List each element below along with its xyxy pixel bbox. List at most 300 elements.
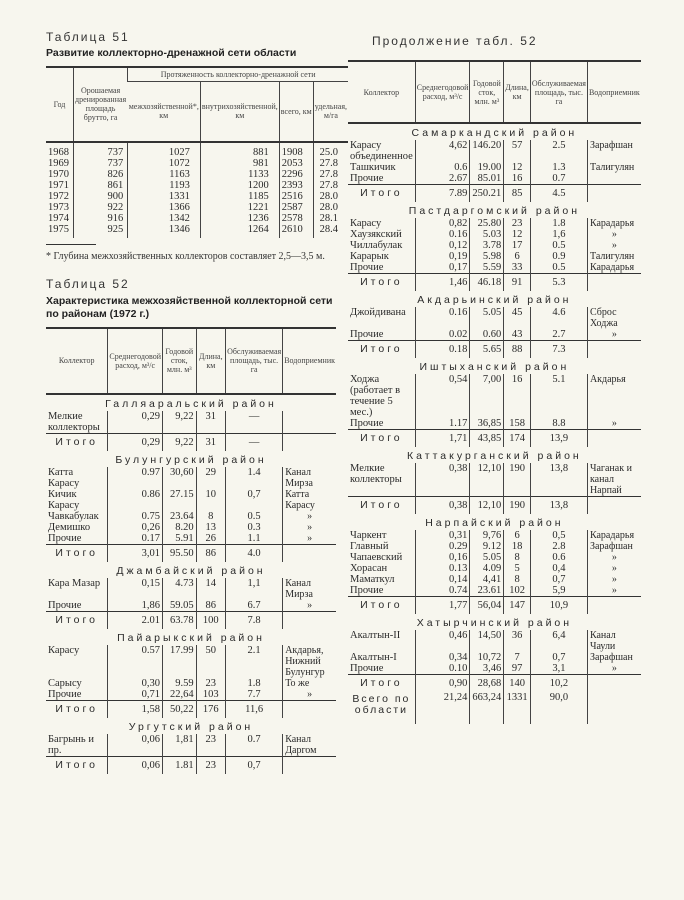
collector-cell-w: »: [587, 663, 640, 675]
t51-cell-intra: 1133: [200, 169, 279, 180]
total-cell-a: 5.3: [530, 274, 587, 292]
collector-cell-l: 57: [504, 140, 531, 162]
collector-cell-l: 8: [504, 552, 531, 563]
collector-cell-l: 16: [504, 374, 531, 418]
t51-cell-specific: 27.8: [313, 158, 348, 169]
total-cell-f: 0,90: [415, 675, 470, 693]
t51-cell-specific: 27.8: [313, 180, 348, 191]
district-heading-row: [348, 447, 641, 463]
district-total-row: [46, 756, 336, 774]
collector-cell-r: 9,22: [162, 411, 196, 434]
collector-cell-r: 9,76: [470, 530, 504, 541]
district-name: Пастдаргомский район: [408, 205, 580, 217]
t51-header-intra: внутрихозяйственной, км: [200, 82, 279, 142]
collector-cell-r: 146.20: [470, 140, 504, 162]
collector-cell-a: 3,1: [530, 663, 587, 675]
collector-row: [348, 541, 641, 552]
collector-cell-a: 6,4: [530, 630, 587, 652]
t51-cell-intra: 881: [200, 142, 279, 158]
collector-cell-a: 2.1: [226, 645, 283, 678]
total-cell-a: 7.3: [530, 341, 587, 359]
collector-cell-l: 12: [504, 229, 531, 240]
collector-cell-c: Главный: [350, 541, 389, 552]
collector-row: [348, 563, 641, 574]
collector-cell-l: 190: [504, 463, 531, 497]
collector-cell-f: 0,71: [108, 689, 163, 701]
district-heading-row: [46, 394, 336, 411]
collector-cell-r: 22,64: [162, 689, 196, 701]
total-cell-l: 91: [504, 274, 531, 292]
total-cell-f: 1,46: [415, 274, 470, 292]
collector-cell-l: 43: [504, 329, 531, 341]
collector-cell-w: »: [283, 533, 336, 545]
total-cell-l: 147: [504, 597, 531, 615]
t52r-header-receiver: Водоприемник: [587, 61, 640, 123]
collector-cell-w: »: [587, 229, 640, 240]
t52r-header-area: Обслуживаемая площадь, тыс. га: [530, 61, 587, 123]
collector-cell-w: Карадарья: [587, 218, 640, 229]
collector-cell-l: 23: [196, 678, 225, 689]
collector-cell-a: 8.8: [530, 418, 587, 430]
collector-cell-c: Карарык: [350, 251, 389, 262]
collector-cell-r: 9.12: [470, 541, 504, 552]
t52r-header-length: Длина, км: [504, 61, 531, 123]
collector-cell-r: 25.80: [470, 218, 504, 229]
t51-cell-area: 922: [74, 202, 128, 213]
grand-total-row: [348, 692, 641, 724]
collector-cell-l: 23: [196, 734, 225, 757]
total-cell-receiver: [587, 274, 640, 292]
district-name: Каттакурганский район: [407, 450, 582, 462]
total-cell-l: 140: [504, 675, 531, 693]
collector-row: [348, 229, 641, 240]
collector-cell-l: 18: [504, 541, 531, 552]
collector-cell-c: Прочие: [48, 688, 82, 700]
collector-row: [46, 689, 336, 701]
t51-row: [46, 191, 348, 202]
collector-cell-c: Чаркент: [350, 530, 387, 541]
collector-cell-a: 5,9: [530, 585, 587, 597]
collector-cell-c: Прочие: [48, 599, 82, 611]
collector-cell-c: Прочие: [350, 585, 384, 596]
collector-row: [46, 533, 336, 545]
collector-cell-r: 1,81: [162, 734, 196, 757]
collector-cell-a: 0.7: [530, 173, 587, 185]
collector-row: [348, 585, 641, 597]
total-cell-receiver: [283, 611, 336, 629]
total-cell-f: 1,58: [108, 700, 163, 718]
collector-cell-a: 0.5: [226, 511, 283, 522]
collector-cell-f: 0.57: [108, 645, 163, 678]
collector-cell-w: Акдарья, Нижний Булунгур: [283, 645, 336, 678]
total-cell-r: 50,22: [162, 700, 196, 718]
collector-cell-f: 0.29: [415, 541, 470, 552]
total-cell-l: 100: [196, 611, 225, 629]
district-heading-row: [348, 202, 641, 218]
total-cell-receiver: [283, 700, 336, 718]
collector-row: [46, 645, 336, 678]
collector-row: [348, 251, 641, 262]
collector-row: [348, 418, 641, 430]
collector-cell-r: 3,46: [470, 663, 504, 675]
collector-cell-f: 0,15: [108, 578, 163, 600]
t51-cell-area: 925: [74, 224, 128, 238]
collector-cell-w: »: [587, 585, 640, 597]
collector-cell-f: 0.75: [108, 511, 163, 522]
collector-cell-l: 158: [504, 418, 531, 430]
collector-cell-a: 1.1: [226, 533, 283, 545]
collector-cell-w: Зарафшан: [587, 652, 640, 663]
collector-row: [348, 530, 641, 541]
collector-cell-c: Катта Карасу: [48, 466, 80, 489]
collector-cell-c: Джойдивана: [350, 307, 406, 318]
t52-left-body: [46, 394, 336, 774]
t51-cell-intra: 1236: [200, 213, 279, 224]
t52-header-flow: Среднегодовой расход, м³/с: [108, 328, 163, 394]
collector-cell-w: »: [587, 240, 640, 251]
t51-cell-total: 2610: [279, 224, 313, 238]
collector-cell-w: »: [283, 522, 336, 533]
total-cell-a: 10,9: [530, 597, 587, 615]
total-cell-receiver: [587, 675, 640, 693]
right-column: [348, 0, 640, 724]
collector-cell-a: 1.4: [226, 467, 283, 489]
collector-cell-c: Акалтын-II: [350, 630, 401, 641]
collector-cell-r: 59.05: [162, 600, 196, 612]
total-cell-a: 11,6: [226, 700, 283, 718]
t52-header-collector: Коллектор: [46, 328, 108, 394]
table51-caption: Таблица 51: [46, 30, 130, 44]
collector-cell-a: 1,1: [226, 578, 283, 600]
collector-row: [348, 173, 641, 185]
t51-cell-intra: 1185: [200, 191, 279, 202]
t51-cell-area: 900: [74, 191, 128, 202]
collector-cell-w: Талигулян: [587, 162, 640, 173]
collector-cell-l: 10: [196, 489, 225, 511]
collector-cell-l: 14: [196, 578, 225, 600]
total-cell-l: 86: [196, 544, 225, 562]
collector-cell-a: 0.5: [530, 262, 587, 274]
t51-cell-total: 2587: [279, 202, 313, 213]
collector-cell-w: »: [587, 552, 640, 563]
collector-cell-f: 0.16: [415, 307, 470, 329]
total-cell-a: 4.0: [226, 544, 283, 562]
collector-row: [348, 218, 641, 229]
collector-cell-a: 2.5: [530, 140, 587, 162]
collector-cell-c: Прочие: [350, 262, 384, 273]
collector-cell-c: Мелкие коллекторы: [48, 410, 100, 433]
t51-row: [46, 224, 348, 238]
district-heading-row: [348, 514, 641, 530]
t51-cell-area: 737: [74, 142, 128, 158]
total-cell-a: 7.8: [226, 611, 283, 629]
t52r-header-runoff: Годовой сток, млн. м³: [470, 61, 504, 123]
total-cell-receiver: [283, 433, 336, 451]
district-name: Нарпайский район: [425, 517, 564, 529]
collector-cell-c: Мелкие коллекторы: [350, 463, 402, 485]
collector-cell-r: 17.99: [162, 645, 196, 678]
collector-cell-l: 50: [196, 645, 225, 678]
total-cell-f: 0,29: [108, 433, 163, 451]
grand-total-receiver: [587, 692, 640, 724]
grand-total-cell-f: 21,24: [415, 692, 470, 724]
collector-cell-w: Канал Мирза: [283, 467, 336, 489]
district-total-row: [348, 497, 641, 515]
collector-cell-c: Ходжа (работает в течение 5 мес.): [350, 374, 401, 418]
t51-cell-specific: 28.1: [313, 213, 348, 224]
t51-cell-year: 1972: [48, 190, 69, 202]
collector-cell-a: 7.7: [226, 689, 283, 701]
district-heading-row: [348, 291, 641, 307]
t51-cell-inter: 1163: [128, 169, 201, 180]
total-cell-receiver: [587, 597, 640, 615]
t51-header-inter: межхозяйственной*, км: [128, 82, 201, 142]
collector-cell-f: 0.16: [415, 229, 470, 240]
t51-cell-total: 1908: [279, 142, 313, 158]
collector-cell-f: 0.13: [415, 563, 470, 574]
collector-cell-a: 13,8: [530, 463, 587, 497]
total-cell-a: 13,8: [530, 497, 587, 515]
table52-continuation-caption: Продолжение табл. 52: [372, 34, 538, 48]
collector-row: [348, 140, 641, 162]
collector-cell-c: Демишко: [48, 521, 91, 533]
collector-row: [348, 574, 641, 585]
collector-cell-l: 102: [504, 585, 531, 597]
t51-header-specific: удельная, м/га: [313, 82, 348, 142]
collector-cell-f: 0.10: [415, 663, 470, 675]
total-cell-l: 174: [504, 430, 531, 448]
left-column: [46, 0, 348, 774]
total-cell-l: 23: [196, 756, 225, 774]
district-total-row: [46, 544, 336, 562]
collector-cell-a: 4.6: [530, 307, 587, 329]
collector-cell-c: Хорасан: [350, 563, 388, 574]
t52-header-runoff: Годовой сток, млн. м³: [162, 328, 196, 394]
collector-row: [348, 307, 641, 329]
total-cell-l: 85: [504, 185, 531, 203]
collector-row: [348, 262, 641, 274]
collector-cell-f: 4,62: [415, 140, 470, 162]
table52-title: Характеристика межхозяйственной коллекторной сети по районам (1972 г.): [46, 294, 333, 320]
collector-cell-l: 6: [504, 251, 531, 262]
district-total-row: [46, 700, 336, 718]
collector-cell-r: 4,41: [470, 574, 504, 585]
collector-cell-l: 13: [196, 522, 225, 533]
t51-cell-year: 1974: [48, 212, 69, 224]
collector-cell-l: 17: [504, 240, 531, 251]
collector-cell-w: Талигулян: [587, 251, 640, 262]
t51-cell-total: 2393: [279, 180, 313, 191]
district-total-row: [46, 611, 336, 629]
t51-cell-total: 2578: [279, 213, 313, 224]
collector-cell-l: 33: [504, 262, 531, 274]
collector-cell-a: 1,6: [530, 229, 587, 240]
t51-cell-specific: 27.8: [313, 169, 348, 180]
collector-cell-r: 4.73: [162, 578, 196, 600]
collector-row: [348, 652, 641, 663]
t51-cell-year: 1973: [48, 201, 69, 213]
t51-cell-intra: 981: [200, 158, 279, 169]
collector-cell-c: Карасу объединенное: [350, 140, 413, 162]
collector-cell-c: Маматкул: [350, 574, 395, 585]
collector-cell-r: 7,00: [470, 374, 504, 418]
district-name: Галляаральский район: [105, 397, 277, 410]
district-name: Акдарьинский район: [417, 294, 572, 306]
collector-row: [46, 522, 336, 533]
t51-row: [46, 169, 348, 180]
collector-cell-a: 5.1: [530, 374, 587, 418]
collector-cell-a: 0.5: [530, 240, 587, 251]
collector-cell-w: »: [283, 600, 336, 612]
collector-cell-c: Прочие: [350, 663, 384, 674]
total-cell-a: 0,7: [226, 756, 283, 774]
t51-cell-total: 2296: [279, 169, 313, 180]
total-cell-l: 176: [196, 700, 225, 718]
district-name: Пайарыкский район: [117, 631, 265, 644]
t51-cell-specific: 25.0: [313, 142, 348, 158]
district-total-row: [348, 185, 641, 203]
collector-cell-r: 27.15: [162, 489, 196, 511]
district-total-row: [348, 675, 641, 693]
collector-cell-f: 0.02: [415, 329, 470, 341]
collector-cell-c: Чиллабулак: [350, 240, 403, 251]
total-cell-f: 1,77: [415, 597, 470, 615]
collector-cell-r: 12,10: [470, 463, 504, 497]
total-label: Итого: [46, 700, 108, 718]
district-heading-row: [348, 123, 641, 140]
t52-header-length: Длина, км: [196, 328, 225, 394]
collector-cell-l: 8: [504, 574, 531, 585]
collector-row: [46, 467, 336, 489]
collector-cell-f: 0,06: [108, 734, 163, 757]
collector-cell-r: 14,50: [470, 630, 504, 652]
total-label: Итого: [348, 597, 415, 615]
district-name: Хатырчинский район: [416, 617, 573, 629]
collector-cell-f: 0.74: [415, 585, 470, 597]
total-cell-r: 1.81: [162, 756, 196, 774]
total-label: Итого: [46, 611, 108, 629]
collector-row: [46, 678, 336, 689]
collector-cell-a: —: [226, 411, 283, 434]
collector-row: [348, 463, 641, 497]
collector-cell-l: 6: [504, 530, 531, 541]
collector-cell-c: Кара Мазар: [48, 577, 101, 589]
t51-row: [46, 142, 348, 158]
collector-cell-a: 0.6: [530, 552, 587, 563]
collector-cell-f: 0,38: [415, 463, 470, 497]
collector-cell-f: 0,26: [108, 522, 163, 533]
collector-cell-f: 0,31: [415, 530, 470, 541]
collector-cell-a: 0,7: [530, 574, 587, 585]
district-name: Самаркандский район: [411, 127, 578, 139]
t51-cell-intra: 1221: [200, 202, 279, 213]
collector-row: [348, 329, 641, 341]
collector-row: [348, 630, 641, 652]
table51-title: Развитие коллекторно-дренажной сети области: [46, 47, 297, 59]
total-cell-l: 31: [196, 433, 225, 451]
t51-cell-year: 1968: [48, 146, 69, 158]
t51-cell-area: 861: [74, 180, 128, 191]
collector-cell-r: 30,60: [162, 467, 196, 489]
collector-row: [46, 511, 336, 522]
t52-header-receiver: Водоприемник: [283, 328, 336, 394]
t51-body: [46, 142, 348, 238]
collector-cell-r: 10,72: [470, 652, 504, 663]
grand-total-cell-r: 663,24: [470, 692, 504, 724]
t51-cell-specific: 28.0: [313, 191, 348, 202]
collector-cell-c: Прочие: [48, 532, 82, 544]
t51-cell-year: 1971: [48, 179, 69, 191]
collector-cell-f: 0,12: [415, 240, 470, 251]
collector-cell-a: 0,4: [530, 563, 587, 574]
t51-row: [46, 213, 348, 224]
collector-cell-f: 0.6: [415, 162, 470, 173]
collector-cell-a: 0.3: [226, 522, 283, 533]
collector-cell-a: 1.8: [226, 678, 283, 689]
collector-cell-w: »: [283, 511, 336, 522]
district-heading-row: [46, 562, 336, 578]
total-label: Итого: [348, 341, 415, 359]
t51-row: [46, 158, 348, 169]
t51-cell-intra: 1264: [200, 224, 279, 238]
collector-cell-c: Прочие: [350, 329, 384, 340]
collector-cell-a: 0.7: [226, 734, 283, 757]
total-cell-r: 56,04: [470, 597, 504, 615]
collector-cell-l: 31: [196, 411, 225, 434]
collector-cell-l: 26: [196, 533, 225, 545]
collector-cell-c: Ташкичик: [350, 162, 396, 173]
t51-header-total: всего, км: [279, 82, 313, 142]
total-cell-f: 0,06: [108, 756, 163, 774]
district-heading-row: [348, 614, 641, 630]
total-cell-r: 28,68: [470, 675, 504, 693]
total-cell-f: 3,01: [108, 544, 163, 562]
collector-cell-c: Сарысу: [48, 677, 82, 689]
t51-cell-year: 1969: [48, 157, 69, 169]
collector-cell-f: 0,82: [415, 218, 470, 229]
collector-cell-w: Акдарья: [587, 374, 640, 418]
collector-cell-l: 16: [504, 173, 531, 185]
total-cell-r: 250.21: [470, 185, 504, 203]
t51-row: [46, 202, 348, 213]
collector-cell-r: 23.64: [162, 511, 196, 522]
total-cell-a: 4.5: [530, 185, 587, 203]
collector-cell-r: 5.03: [470, 229, 504, 240]
collector-cell-r: 85.01: [470, 173, 504, 185]
collector-cell-w: Карадарья: [587, 262, 640, 274]
collector-cell-a: 2.8: [530, 541, 587, 552]
total-cell-f: 0.18: [415, 341, 470, 359]
total-cell-r: 12,10: [470, 497, 504, 515]
district-name: Ургутский район: [128, 720, 254, 733]
total-cell-f: 2.01: [108, 611, 163, 629]
district-total-row: [348, 430, 641, 448]
collector-cell-f: 0,16: [415, 552, 470, 563]
total-cell-r: 63.78: [162, 611, 196, 629]
collector-cell-c: Акалтын-I: [350, 652, 397, 663]
collector-row: [348, 162, 641, 173]
total-cell-a: 13,9: [530, 430, 587, 448]
collector-cell-w: »: [587, 329, 640, 341]
t51-cell-inter: 1342: [128, 213, 201, 224]
district-heading-row: [46, 629, 336, 645]
total-cell-f: 0,38: [415, 497, 470, 515]
t51-cell-inter: 1193: [128, 180, 201, 191]
district-heading-row: [46, 451, 336, 467]
collector-cell-l: 8: [196, 511, 225, 522]
collector-cell-r: 5.98: [470, 251, 504, 262]
collector-cell-r: 4.09: [470, 563, 504, 574]
